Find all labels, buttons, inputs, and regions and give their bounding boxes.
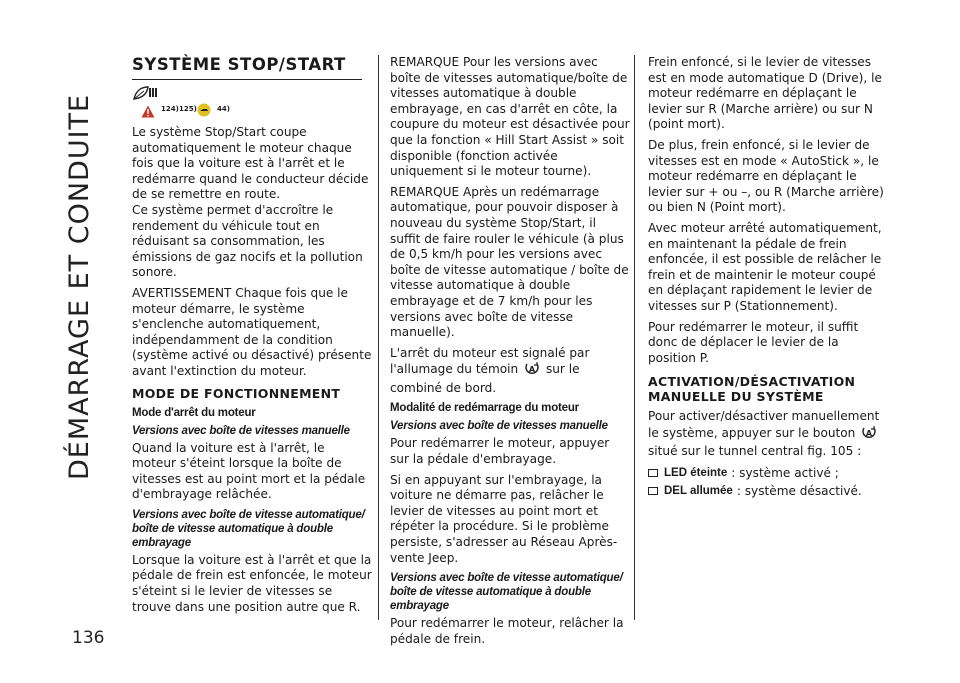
reference-number: 125) [179, 105, 197, 113]
paragraph: Lorsque la voiture est à l'arrêt et que la pédale de frein est enfoncée, le moteur s'éteint si le levier de vitesses se trouve dans une position autre que R. [132, 552, 372, 614]
note-paragraph: REMARQUE Après un redémarrage automatique, pour pouvoir disposer à nouveau du système Stop/Start, il suffit de faire rouler le véhicule (à plus de 0,5 km/h pour les versions avec boîte de vitesse automatique / boîte de vitesse automatique à double embrayage et de 7 km/h pour les versions avec boîte de vitesse manuelle). [390, 184, 629, 340]
text-span: situé sur le tunnel central fig. 105 : [648, 444, 862, 459]
svg-text:A: A [528, 365, 536, 375]
paragraph [390, 346, 630, 397]
note-paragraph: REMARQUE Pour les versions avec boîte de vitesses automatique/boîte de vitesses automatique à double embrayage, en cas d'arrêt en côte, la coupure du moteur est désactivée pour que la fonction « Hill Start Assist » soit disponible (fonction activée uniquement si le moteur tourne). [390, 55, 630, 179]
paragraph: Quand la voiture est à l'arrêt, le moteur s'éteint lorsque la boîte de vitesses est au point mort et la pédale d'embrayage relâchée. [132, 440, 366, 502]
paragraph: Pour redémarrer le moteur, appuyer sur la pédale d'embrayage. [390, 436, 610, 467]
paragraph: Le système Stop/Start coupe automatiquement le moteur chaque fois que la voiture est à l'arrêt et le redémarre quand le conducteur décide de se remettre en route. [132, 125, 369, 202]
section-title: SYSTÈME STOP/START [132, 55, 362, 80]
column-2 [390, 55, 630, 652]
paragraph: Pour redémarrer le moteur, il suffit donc de déplacer le levier de la position P. [648, 319, 859, 365]
reference-icon-row [132, 83, 372, 123]
reference-number: 44) [217, 105, 230, 113]
list-item [648, 483, 884, 499]
column-3 [648, 55, 884, 501]
heading-engine-stop: Mode d'arrêt du moteur [132, 406, 256, 419]
svg-text:A: A [866, 428, 873, 438]
warning-paragraph: AVERTISSEMENT Chaque fois que le moteur démarre, le système s'enclenche automatiquement, indépendamment de la condition (système activé ou désactivé) présente avant l'extinction du moteur. [132, 285, 372, 378]
heading-manual-activation: ACTIVATION/DÉSACTIVATION MANUELLE DU SYSTÈME [648, 374, 856, 405]
text-span: sur le combiné de bord. [390, 362, 580, 395]
text-span: L'arrêt du moteur est signalé par l'allumage du témoin [390, 345, 590, 377]
chapter-side-title: DÉMARRAGE ET CONDUITE [64, 93, 95, 480]
paragraph: Ce système permet d'accroître le rendement du véhicule tout en réduisant sa consommation, les émissions de gaz nocifs et la pollution sonore. [132, 202, 363, 280]
paragraph: Si en appuyant sur l'embrayage, la voiture ne démarre pas, relâcher le levier de vitesses au point mort et répéter la procédure. Si le problème persiste, s'adresser au Réseau Après-vente Jeep. [390, 472, 618, 565]
heading-engine-restart: Modalité de redémarrage du moteur [390, 402, 579, 415]
warning-triangle-icon [141, 103, 155, 122]
page-number: 136 [72, 628, 105, 648]
stop-start-a-icon [861, 425, 877, 445]
list-text: : système activé ; [731, 466, 839, 481]
list-term: DEL allumée [664, 485, 733, 498]
list-item [648, 465, 884, 481]
heading-manual-gearbox: Versions avec boîte de vitesses manuelle [132, 424, 350, 437]
heading-automatic-gearbox: Versions avec boîte de vitesse automatique/ boîte de vitesse automatique à double embrayage [390, 572, 623, 613]
list-text: : système désactivé. [736, 484, 862, 499]
column-divider-2 [634, 55, 635, 620]
paragraph [648, 409, 884, 460]
heading-operating-mode: MODE DE FONCTIONNEMENT [132, 385, 341, 401]
bullet-square-icon [648, 487, 658, 495]
paragraph: Avec moteur arrêté automatiquement, en maintenant la pédale de frein enfoncée, il est possible de relâcher le frein et de maintenir le moteur coupé en déplaçant rapidement le levier de vitesses sur P (Stationnement). [648, 220, 882, 313]
bullet-square-icon [648, 469, 658, 477]
paragraph: De plus, frein enfoncé, si le levier de vitesses est en mode « AutoStick », le moteur redémarre en déplaçant le levier sur + ou –, ou R (Marche arrière) ou bien N (Point mort). [648, 137, 884, 215]
reference-number: 124) [161, 105, 179, 113]
stop-start-a-icon [524, 361, 540, 381]
paragraph: Frein enfoncé, si le levier de vitesses est en mode automatique D (Drive), le moteur redémarre en déplaçant le levier sur R (Marche arrière) ou sur N (point mort). [648, 55, 882, 132]
heading-automatic-gearbox: Versions avec boîte de vitesse automatique/ boîte de vitesse automatique à double embrayage [132, 508, 365, 549]
column-1 [132, 55, 372, 620]
text-span: Pour activer/désactiver manuellement le système, appuyer sur le bouton [648, 409, 880, 440]
column-divider-1 [378, 55, 379, 620]
heading-manual-gearbox: Versions avec boîte de vitesses manuelle [390, 420, 608, 433]
paragraph: Pour redémarrer le moteur, relâcher la pédale de frein. [390, 616, 624, 646]
list-term: LED éteinte [664, 467, 728, 480]
engine-oil-icon [197, 102, 211, 121]
eco-leaf-icon [132, 84, 158, 105]
